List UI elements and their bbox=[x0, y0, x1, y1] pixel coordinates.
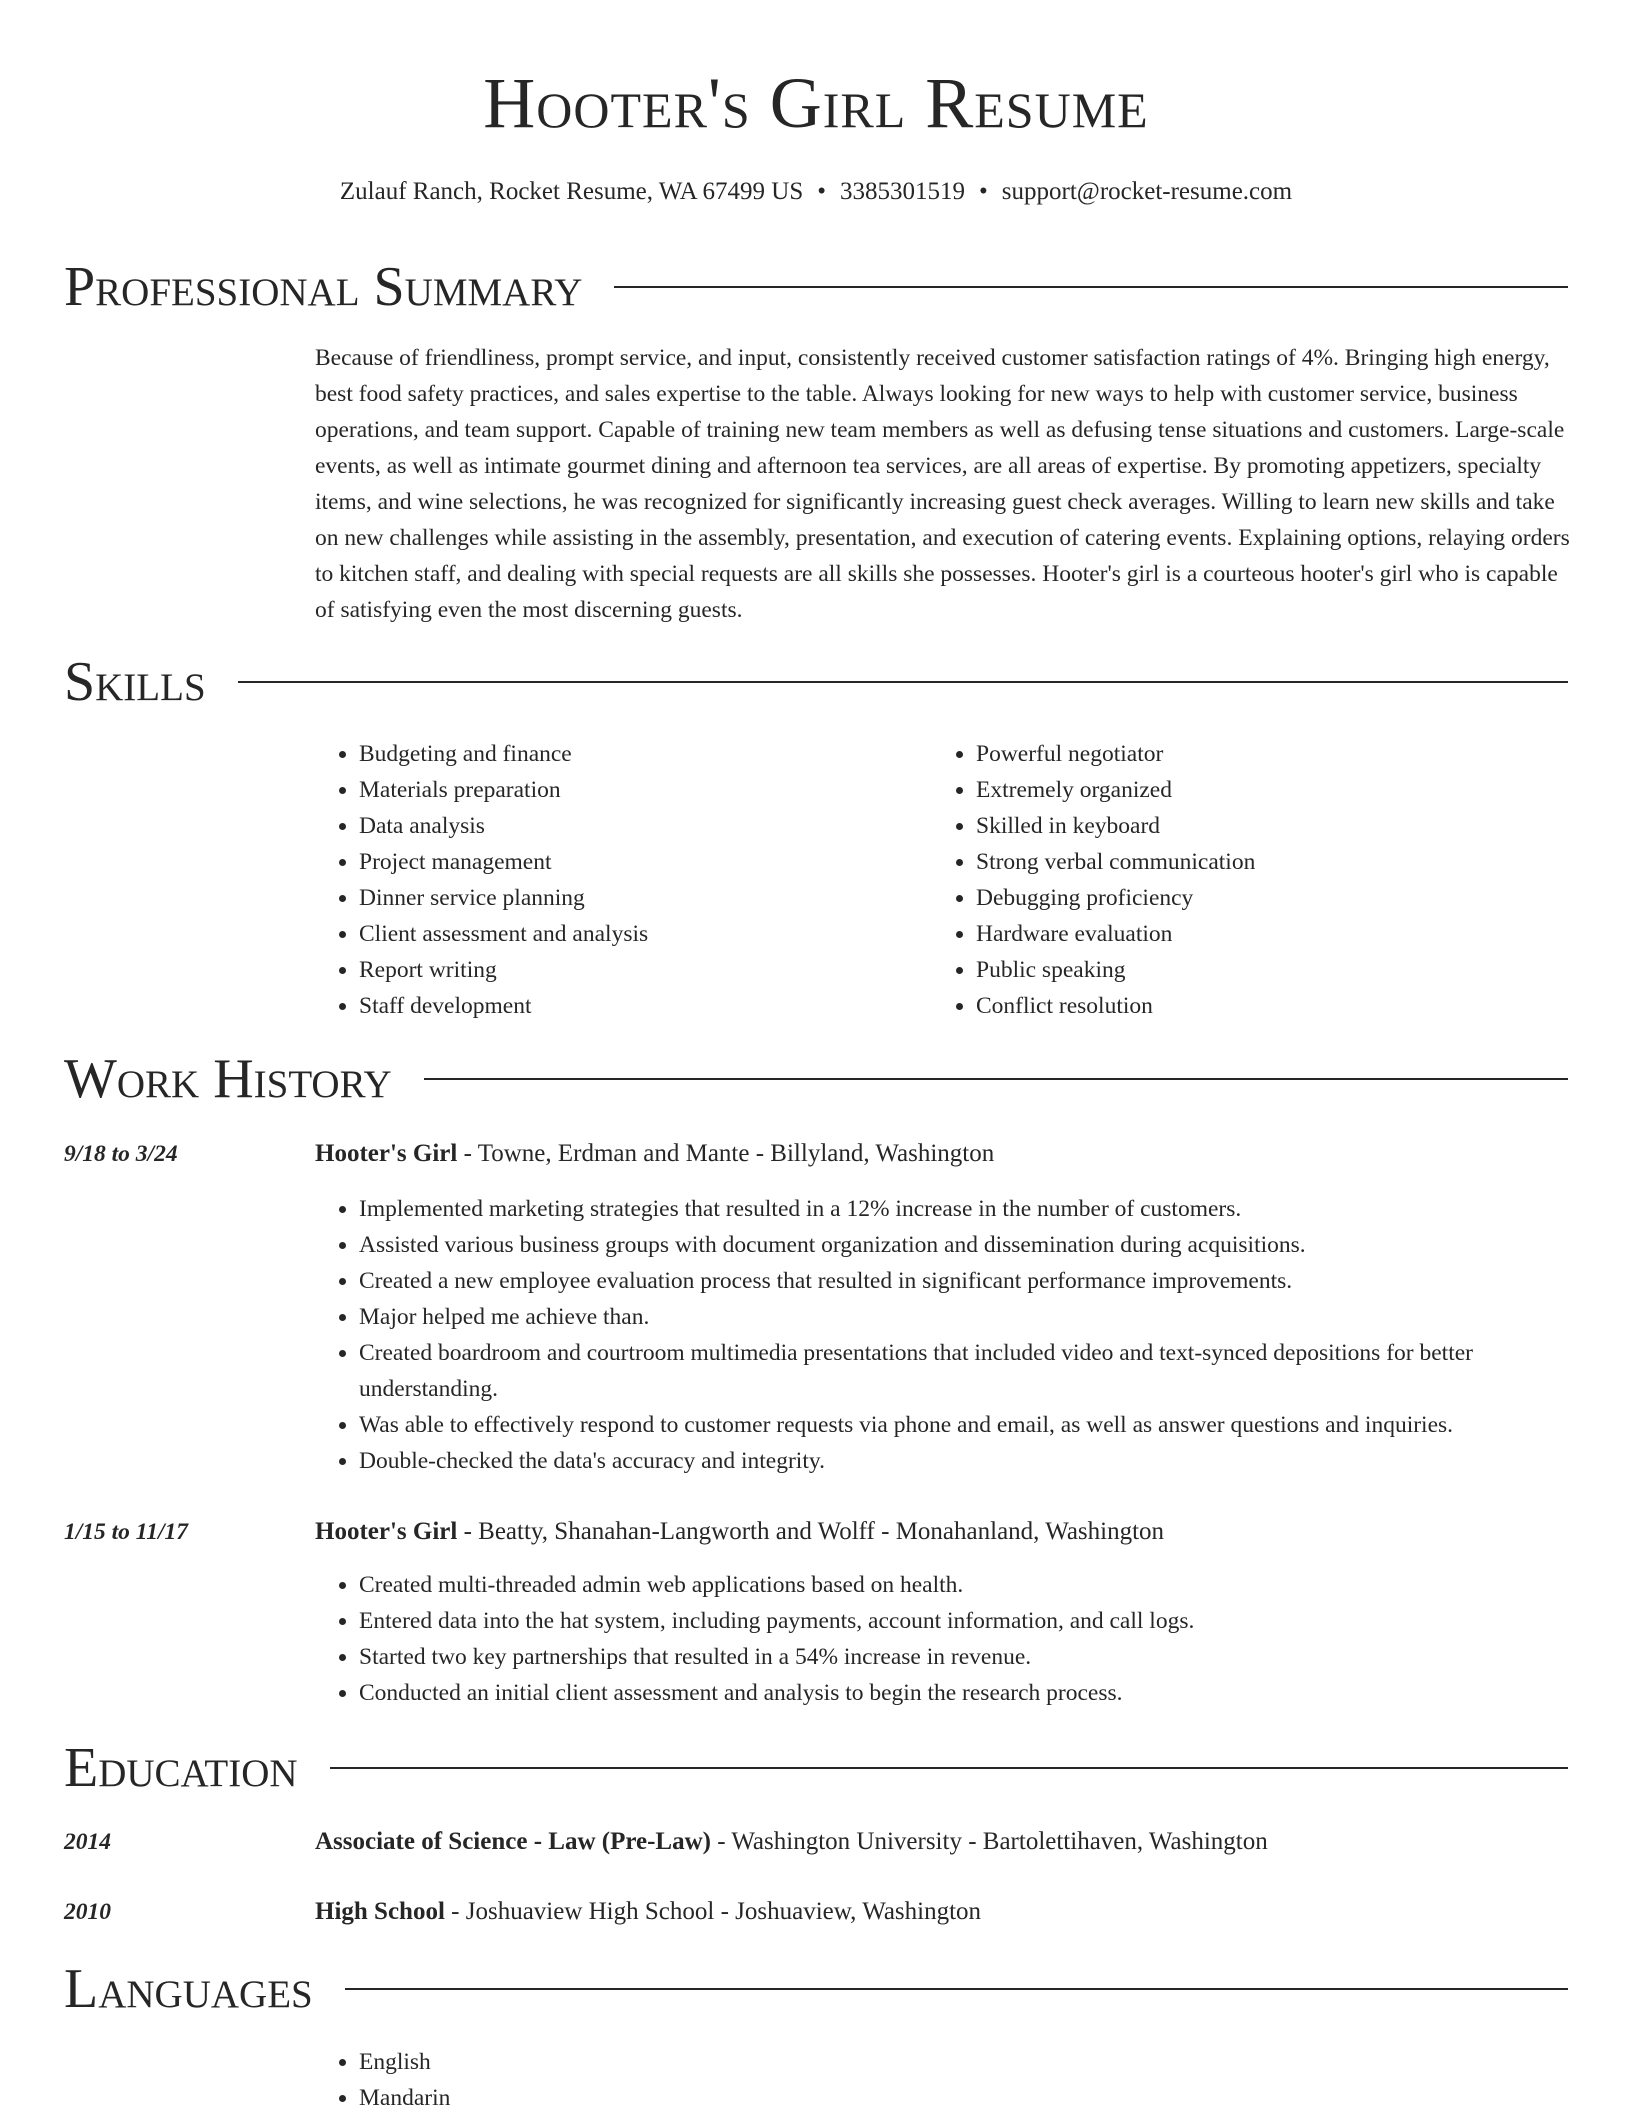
skill-item: • Debugging proficiency bbox=[976, 880, 1532, 916]
summary-title: Professional Summary bbox=[64, 256, 583, 318]
skill-item: • Report writing bbox=[359, 952, 895, 988]
languages-section-header bbox=[64, 1958, 1568, 2020]
job-heading bbox=[315, 1514, 1570, 1550]
duty-item: • Assisted various business groups with document organization and dissemination during acquisitions. bbox=[359, 1227, 1570, 1263]
duty-item: • Created multi-threaded admin web applications based on health. bbox=[359, 1567, 1570, 1603]
skill-item: • Materials preparation bbox=[359, 772, 895, 808]
education-entry bbox=[315, 1824, 1570, 1860]
skill-item: • Hardware evaluation bbox=[976, 916, 1532, 952]
skill-item: • Staff development bbox=[359, 988, 895, 1024]
language-item: • English bbox=[359, 2044, 1570, 2080]
job-employer: - Beatty, Shanahan-Langworth and Wolff - Monahanland, Washington bbox=[457, 1518, 1165, 1545]
duty-item: • Double-checked the data's accuracy and integrity. bbox=[359, 1443, 1570, 1479]
duty-item: • Implemented marketing strategies that resulted in a 12% increase in the number of customers. bbox=[359, 1191, 1570, 1227]
skills-column-left bbox=[315, 736, 895, 1024]
job-dates: 1/15 to 11/17 bbox=[64, 1519, 189, 1545]
duty-item: • Was able to effectively respond to customer requests via phone and email, as well as answer questions and inquiries. bbox=[359, 1407, 1570, 1443]
skill-item: • Project management bbox=[359, 844, 895, 880]
education-school: - Joshuaview High School - Joshuaview, Washington bbox=[444, 1898, 982, 1925]
job-duties-list bbox=[315, 1191, 1570, 1479]
duty-item: • Created a new employee evaluation process that resulted in significant performance improvements. bbox=[359, 1263, 1570, 1299]
work-section-header bbox=[64, 1048, 1568, 1110]
duty-item: • Entered data into the hat system, including payments, account information, and call logs. bbox=[359, 1603, 1570, 1639]
skills-list-left bbox=[315, 736, 895, 1024]
education-title: Education bbox=[64, 1737, 298, 1799]
contact-email: support@rocket-resume.com bbox=[1001, 178, 1293, 205]
summary-section-header bbox=[64, 256, 1568, 318]
skills-section-header bbox=[64, 651, 1568, 713]
section-divider bbox=[614, 286, 1568, 288]
languages-list bbox=[315, 2044, 1570, 2116]
job-employer: - Towne, Erdman and Mante - Billyland, Washington bbox=[457, 1140, 995, 1167]
duty-item: • Major helped me achieve than. bbox=[359, 1299, 1570, 1335]
skill-item: • Public speaking bbox=[976, 952, 1532, 988]
education-year: 2010 bbox=[64, 1899, 111, 1925]
languages-list-container bbox=[315, 2044, 1570, 2116]
education-school: - Washington University - Bartolettihaven, Washington bbox=[710, 1828, 1268, 1855]
contact-phone: 3385301519 bbox=[840, 178, 966, 205]
section-divider bbox=[345, 1988, 1568, 1990]
contact-separator: • bbox=[979, 178, 988, 205]
job-duties bbox=[315, 1191, 1570, 1479]
section-divider bbox=[238, 681, 1568, 683]
skill-item: • Extremely organized bbox=[976, 772, 1532, 808]
skill-item: • Skilled in keyboard bbox=[976, 808, 1532, 844]
languages-title: Languages bbox=[64, 1958, 313, 2020]
duty-item: • Conducted an initial client assessment and analysis to begin the research process. bbox=[359, 1675, 1570, 1711]
duty-item: • Started two key partnerships that resulted in a 54% increase in revenue. bbox=[359, 1639, 1570, 1675]
job-heading bbox=[315, 1136, 1570, 1172]
skill-item: • Conflict resolution bbox=[976, 988, 1532, 1024]
education-year: 2014 bbox=[64, 1829, 111, 1855]
section-divider bbox=[330, 1767, 1568, 1769]
education-section-header bbox=[64, 1737, 1568, 1799]
job-dates: 9/18 to 3/24 bbox=[64, 1141, 178, 1167]
skills-list-right bbox=[932, 736, 1532, 1024]
language-item: • Mandarin bbox=[359, 2080, 1570, 2116]
education-entry bbox=[315, 1894, 1570, 1930]
job-title: Hooter's Girl bbox=[315, 1140, 458, 1167]
education-degree: High School bbox=[315, 1898, 445, 1925]
job-duties bbox=[315, 1567, 1570, 1711]
resume-name: Hooter's Girl Resume bbox=[483, 63, 1149, 143]
job-duties-list bbox=[315, 1567, 1570, 1711]
contact-line bbox=[0, 176, 1632, 208]
job-title: Hooter's Girl bbox=[315, 1518, 458, 1545]
education-degree: Associate of Science - Law (Pre-Law) bbox=[315, 1828, 711, 1855]
skills-title: Skills bbox=[64, 651, 206, 713]
section-divider bbox=[424, 1078, 1568, 1080]
skill-item: • Data analysis bbox=[359, 808, 895, 844]
skill-item: • Client assessment and analysis bbox=[359, 916, 895, 952]
skill-item: • Dinner service planning bbox=[359, 880, 895, 916]
skill-item: • Budgeting and finance bbox=[359, 736, 895, 772]
skill-item: • Powerful negotiator bbox=[976, 736, 1532, 772]
skill-item: • Strong verbal communication bbox=[976, 844, 1532, 880]
work-title: Work History bbox=[64, 1048, 392, 1110]
contact-address: Zulauf Ranch, Rocket Resume, WA 67499 US bbox=[339, 178, 804, 205]
contact-separator: • bbox=[817, 178, 827, 205]
duty-item: • Created boardroom and courtroom multimedia presentations that included video and text-synced depositions for better understanding. bbox=[359, 1335, 1570, 1407]
summary-text: Because of friendliness, prompt service, and input, consistently received customer satisfaction ratings of 4%. Bringing high energy, best food safety practices, and sales expertise to the table. Always looking for new ways to help with customer service, business operations, and team support. Capable of training new team members as well as defusing tense situations and customers. Large-scale events, as well as intimate gourmet dining and afternoon tea services, are all areas of expertise. By promoting appetizers, specialty items, and wine selections, he was recognized for significantly increasing guest check averages. Willing to learn new skills and take on new challenges while assisting in the assembly, presentation, and execution of catering events. Explaining options, relaying orders to kitchen staff, and dealing with special requests are all skills she possesses. Hooter's girl is a courteous hooter's girl who is capable of satisfying even the most discerning guests. bbox=[315, 345, 1570, 623]
skills-column-right bbox=[932, 736, 1532, 1024]
